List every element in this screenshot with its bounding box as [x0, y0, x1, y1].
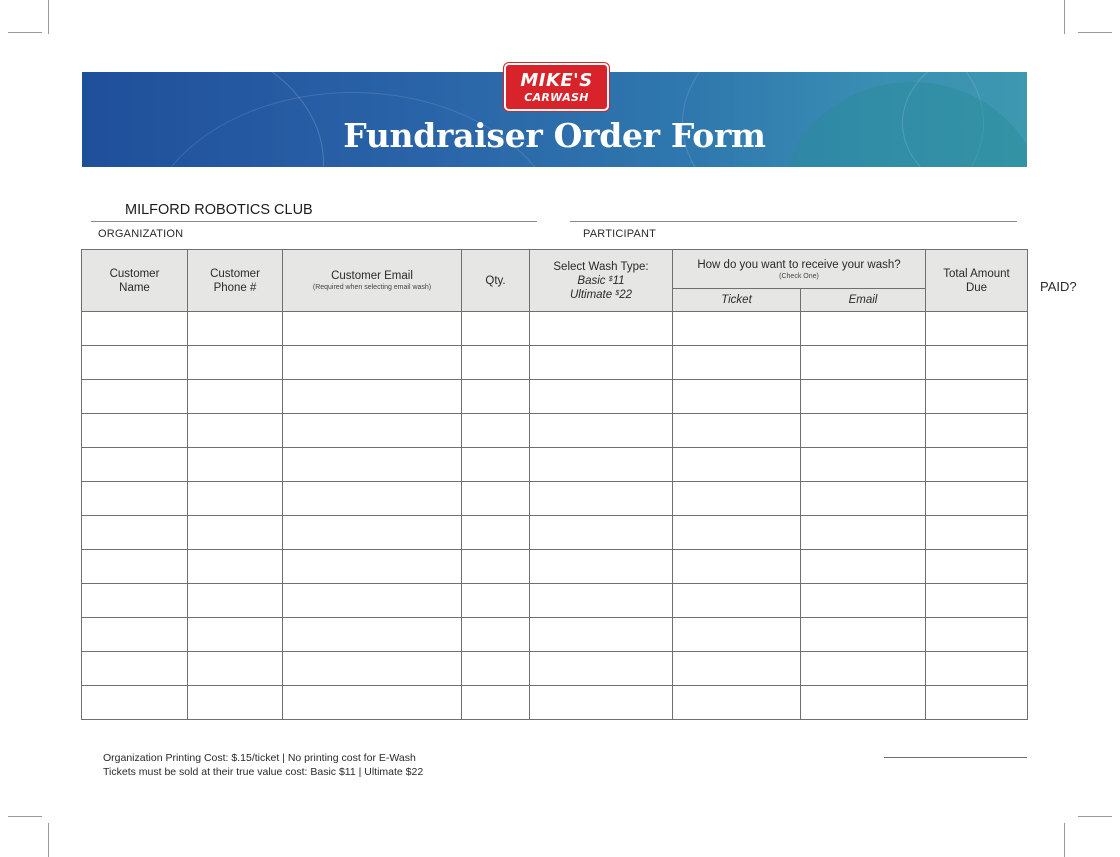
customer-name-cell[interactable]	[82, 482, 188, 516]
ticket-check-cell[interactable]	[673, 686, 801, 720]
qty-cell[interactable]	[462, 550, 530, 584]
crop-mark	[48, 0, 49, 34]
table-row	[82, 618, 1028, 652]
organization-line	[91, 221, 537, 222]
customer-email-cell[interactable]	[283, 448, 462, 482]
email-check-cell[interactable]	[801, 448, 926, 482]
email-check-cell[interactable]	[801, 516, 926, 550]
ticket-check-cell[interactable]	[673, 516, 801, 550]
table-row	[82, 380, 1028, 414]
customer-phone-cell[interactable]	[188, 380, 283, 414]
customer-email-cell[interactable]	[283, 550, 462, 584]
signature-line	[884, 757, 1027, 758]
total-amount-cell[interactable]	[926, 516, 1028, 550]
customer-phone-cell[interactable]	[188, 652, 283, 686]
table-row	[82, 584, 1028, 618]
customer-name-cell[interactable]	[82, 584, 188, 618]
customer-phone-cell[interactable]	[188, 448, 283, 482]
table-row	[82, 482, 1028, 516]
header-customer-email	[283, 250, 462, 312]
crop-mark	[1064, 823, 1065, 857]
receive-method-label: How do you want to receive your wash?	[697, 258, 901, 271]
crop-mark	[1078, 816, 1112, 817]
customer-email-cell[interactable]	[283, 346, 462, 380]
total-amount-cell[interactable]	[926, 686, 1028, 720]
ticket-check-cell[interactable]	[673, 312, 801, 346]
customer-name-cell[interactable]	[82, 652, 188, 686]
wash-basic-label: Basic $11	[577, 274, 625, 287]
customer-phone-cell[interactable]	[188, 312, 283, 346]
customer-name-cell[interactable]	[82, 550, 188, 584]
customer-name-cell[interactable]	[82, 448, 188, 482]
qty-cell[interactable]	[462, 380, 530, 414]
customer-name-cell[interactable]	[82, 516, 188, 550]
table-row	[82, 686, 1028, 720]
customer-phone-cell[interactable]	[188, 346, 283, 380]
customer-name-cell[interactable]	[82, 380, 188, 414]
header-customer-phone: Customer Phone #	[188, 250, 283, 312]
customer-phone-cell[interactable]	[188, 584, 283, 618]
table-row	[82, 414, 1028, 448]
table-row	[82, 550, 1028, 584]
header-receive-method	[673, 250, 926, 289]
ticket-check-cell[interactable]	[673, 346, 801, 380]
total-amount-cell[interactable]	[926, 414, 1028, 448]
customer-phone-cell[interactable]	[188, 516, 283, 550]
order-table	[81, 249, 1028, 720]
order-rows	[82, 312, 1028, 720]
header-total-amount: Total Amount Due	[926, 250, 1028, 312]
header-customer-name: Customer Name	[82, 250, 188, 312]
wash-type-cell[interactable]	[530, 482, 673, 516]
ticket-check-cell[interactable]	[673, 414, 801, 448]
organization-value[interactable]: MILFORD ROBOTICS CLUB	[125, 202, 313, 218]
paid-label: PAID?	[1040, 279, 1077, 294]
crop-mark	[8, 32, 42, 33]
wash-type-cell[interactable]	[530, 550, 673, 584]
ticket-check-cell[interactable]	[673, 448, 801, 482]
organization-label: ORGANIZATION	[98, 228, 184, 240]
wash-type-cell[interactable]	[530, 618, 673, 652]
wash-type-cell[interactable]	[530, 346, 673, 380]
email-check-cell[interactable]	[801, 414, 926, 448]
table-row	[82, 312, 1028, 346]
wash-ultimate-label: Ultimate $22	[569, 288, 633, 301]
ticket-check-cell[interactable]	[673, 584, 801, 618]
header-qty: Qty.	[462, 250, 530, 312]
page-title: Fundraiser Order Form	[343, 116, 766, 155]
total-amount-cell[interactable]	[926, 584, 1028, 618]
wash-type-cell[interactable]	[530, 380, 673, 414]
ticket-check-cell[interactable]	[673, 380, 801, 414]
header-email: Email	[801, 289, 926, 312]
receive-method-note: (Check One)	[779, 272, 819, 280]
total-amount-cell[interactable]	[926, 346, 1028, 380]
total-amount-cell[interactable]	[926, 482, 1028, 516]
customer-email-cell[interactable]	[283, 516, 462, 550]
qty-cell[interactable]	[462, 516, 530, 550]
logo-line1: MIKE'S	[520, 69, 593, 91]
customer-email-note: (Required when selecting email wash)	[312, 284, 432, 291]
customer-email-cell[interactable]	[283, 652, 462, 686]
header-wash-type	[530, 250, 673, 312]
wash-type-cell[interactable]	[530, 652, 673, 686]
customer-email-cell[interactable]	[283, 414, 462, 448]
email-check-cell[interactable]	[801, 346, 926, 380]
ticket-check-cell[interactable]	[673, 550, 801, 584]
customer-email-cell[interactable]	[283, 618, 462, 652]
table-row	[82, 516, 1028, 550]
table-row	[82, 346, 1028, 380]
crop-mark	[48, 823, 49, 857]
footer-printing-cost: Organization Printing Cost: $.15/ticket | No printing cost for E-Wash	[103, 752, 416, 764]
email-check-cell[interactable]	[801, 652, 926, 686]
wash-type-cell[interactable]	[530, 516, 673, 550]
ticket-check-cell[interactable]	[673, 482, 801, 516]
crop-mark	[1064, 0, 1065, 34]
mikes-carwash-logo	[504, 63, 609, 111]
wash-type-cell[interactable]	[530, 584, 673, 618]
customer-name-cell[interactable]	[82, 312, 188, 346]
customer-name-cell[interactable]	[82, 414, 188, 448]
table-row	[82, 448, 1028, 482]
customer-email-cell[interactable]	[283, 482, 462, 516]
wash-type-cell[interactable]	[530, 686, 673, 720]
email-check-cell[interactable]	[801, 686, 926, 720]
footer-ticket-value: Tickets must be sold at their true value cost: Basic $11 | Ultimate $22	[103, 766, 424, 778]
customer-phone-cell[interactable]	[188, 618, 283, 652]
customer-phone-cell[interactable]	[188, 482, 283, 516]
customer-name-cell[interactable]	[82, 346, 188, 380]
total-amount-cell[interactable]	[926, 550, 1028, 584]
wash-type-label: Select Wash Type:	[553, 260, 649, 273]
header-ticket: Ticket	[673, 289, 801, 312]
email-check-cell[interactable]	[801, 550, 926, 584]
email-check-cell[interactable]	[801, 482, 926, 516]
crop-mark	[1078, 32, 1112, 33]
crop-mark	[8, 816, 42, 817]
qty-cell[interactable]	[462, 346, 530, 380]
participant-label: PARTICIPANT	[583, 228, 657, 240]
customer-email-cell[interactable]	[283, 686, 462, 720]
wash-type-cell[interactable]	[530, 448, 673, 482]
participant-line	[570, 221, 1017, 222]
qty-cell[interactable]	[462, 584, 530, 618]
total-amount-cell[interactable]	[926, 380, 1028, 414]
ticket-check-cell[interactable]	[673, 618, 801, 652]
customer-phone-cell[interactable]	[188, 550, 283, 584]
email-check-cell[interactable]	[801, 618, 926, 652]
email-check-cell[interactable]	[801, 584, 926, 618]
total-amount-cell[interactable]	[926, 448, 1028, 482]
email-check-cell[interactable]	[801, 380, 926, 414]
total-amount-cell[interactable]	[926, 312, 1028, 346]
ticket-check-cell[interactable]	[673, 652, 801, 686]
qty-cell[interactable]	[462, 448, 530, 482]
email-check-cell[interactable]	[801, 312, 926, 346]
customer-email-cell[interactable]	[283, 584, 462, 618]
qty-cell[interactable]	[462, 312, 530, 346]
customer-email-cell[interactable]	[283, 312, 462, 346]
customer-email-cell[interactable]	[283, 380, 462, 414]
table-row	[82, 652, 1028, 686]
customer-name-cell[interactable]	[82, 618, 188, 652]
customer-email-label: Customer Email	[331, 270, 413, 282]
wash-type-cell[interactable]	[530, 414, 673, 448]
total-amount-cell[interactable]	[926, 618, 1028, 652]
customer-phone-cell[interactable]	[188, 686, 283, 720]
logo-line2: CARWASH	[524, 90, 589, 104]
qty-cell[interactable]	[462, 482, 530, 516]
customer-phone-cell[interactable]	[188, 414, 283, 448]
wash-type-cell[interactable]	[530, 312, 673, 346]
customer-name-cell[interactable]	[82, 686, 188, 720]
qty-cell[interactable]	[462, 686, 530, 720]
qty-cell[interactable]	[462, 652, 530, 686]
qty-cell[interactable]	[462, 618, 530, 652]
qty-cell[interactable]	[462, 414, 530, 448]
total-amount-cell[interactable]	[926, 652, 1028, 686]
